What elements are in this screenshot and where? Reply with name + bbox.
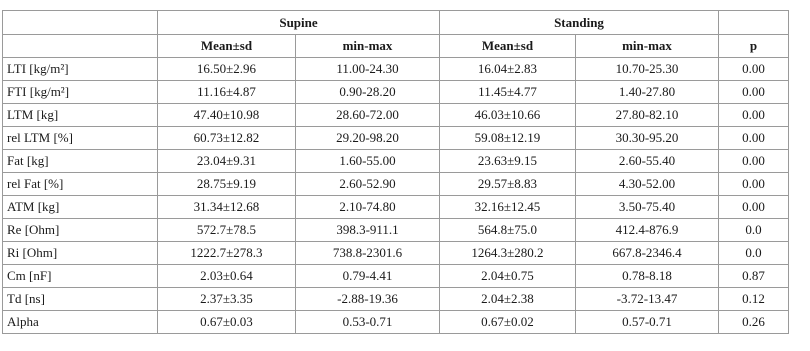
p-value-cell: 0.0 — [719, 242, 789, 265]
group-header-p — [719, 11, 789, 35]
group-header-row — [3, 11, 789, 35]
table-row — [3, 150, 789, 173]
column-header-supine-range: min-max — [296, 35, 440, 58]
standing-mean-cell: 23.63±9.15 — [440, 150, 576, 173]
supine-mean-cell: 23.04±9.31 — [158, 150, 296, 173]
parameter-cell: FTI [kg/m²] — [3, 81, 158, 104]
supine-range-cell: 28.60-72.00 — [296, 104, 440, 127]
parameter-cell: Alpha — [3, 311, 158, 334]
column-header-standing-mean: Mean±sd — [440, 35, 576, 58]
supine-mean-cell: 11.16±4.87 — [158, 81, 296, 104]
p-value-cell: 0.12 — [719, 288, 789, 311]
p-value-cell: 0.00 — [719, 127, 789, 150]
standing-range-cell: 667.8-2346.4 — [576, 242, 719, 265]
p-value-cell: 0.00 — [719, 173, 789, 196]
parameter-cell: LTI [kg/m²] — [3, 58, 158, 81]
supine-mean-cell: 0.67±0.03 — [158, 311, 296, 334]
supine-range-cell: -2.88-19.36 — [296, 288, 440, 311]
p-value-cell: 0.00 — [719, 196, 789, 219]
standing-mean-cell: 59.08±12.19 — [440, 127, 576, 150]
standing-mean-cell: 2.04±2.38 — [440, 288, 576, 311]
table-row — [3, 265, 789, 288]
column-header-p-value: p — [719, 35, 789, 58]
p-value-cell: 0.00 — [719, 81, 789, 104]
column-header-supine-mean: Mean±sd — [158, 35, 296, 58]
p-value-cell: 0.26 — [719, 311, 789, 334]
column-header-parameter — [3, 35, 158, 58]
standing-mean-cell: 0.67±0.02 — [440, 311, 576, 334]
supine-mean-cell: 2.03±0.64 — [158, 265, 296, 288]
column-header-row — [3, 35, 789, 58]
supine-mean-cell: 2.37±3.35 — [158, 288, 296, 311]
supine-mean-cell: 31.34±12.68 — [158, 196, 296, 219]
supine-range-cell: 1.60-55.00 — [296, 150, 440, 173]
standing-range-cell: -3.72-13.47 — [576, 288, 719, 311]
supine-range-cell: 29.20-98.20 — [296, 127, 440, 150]
standing-range-cell: 1.40-27.80 — [576, 81, 719, 104]
standing-range-cell: 3.50-75.40 — [576, 196, 719, 219]
supine-mean-cell: 60.73±12.82 — [158, 127, 296, 150]
supine-range-cell: 0.79-4.41 — [296, 265, 440, 288]
table-row — [3, 58, 789, 81]
parameter-cell: Td [ns] — [3, 288, 158, 311]
table-row — [3, 311, 789, 334]
standing-range-cell: 0.57-0.71 — [576, 311, 719, 334]
table-row — [3, 242, 789, 265]
supine-mean-cell: 47.40±10.98 — [158, 104, 296, 127]
table-body — [3, 58, 789, 334]
standing-mean-cell: 564.8±75.0 — [440, 219, 576, 242]
parameter-cell: Fat [kg] — [3, 150, 158, 173]
parameter-cell: LTM [kg] — [3, 104, 158, 127]
group-header-empty — [3, 11, 158, 35]
parameter-cell: Cm [nF] — [3, 265, 158, 288]
p-value-cell: 0.00 — [719, 150, 789, 173]
supine-range-cell: 2.60-52.90 — [296, 173, 440, 196]
parameter-cell: Ri [Ohm] — [3, 242, 158, 265]
standing-mean-cell: 2.04±0.75 — [440, 265, 576, 288]
standing-range-cell: 27.80-82.10 — [576, 104, 719, 127]
supine-mean-cell: 28.75±9.19 — [158, 173, 296, 196]
parameter-cell: ATM [kg] — [3, 196, 158, 219]
standing-range-cell: 30.30-95.20 — [576, 127, 719, 150]
table-row — [3, 173, 789, 196]
standing-range-cell: 412.4-876.9 — [576, 219, 719, 242]
parameter-cell: Re [Ohm] — [3, 219, 158, 242]
standing-range-cell: 0.78-8.18 — [576, 265, 719, 288]
standing-mean-cell: 11.45±4.77 — [440, 81, 576, 104]
supine-mean-cell: 16.50±2.96 — [158, 58, 296, 81]
table-row — [3, 288, 789, 311]
group-header-supine: Supine — [158, 11, 440, 35]
standing-range-cell: 10.70-25.30 — [576, 58, 719, 81]
supine-mean-cell: 572.7±78.5 — [158, 219, 296, 242]
table-row — [3, 127, 789, 150]
table-row — [3, 81, 789, 104]
supine-range-cell: 0.53-0.71 — [296, 311, 440, 334]
column-header-standing-range: min-max — [576, 35, 719, 58]
standing-mean-cell: 46.03±10.66 — [440, 104, 576, 127]
p-value-cell: 0.87 — [719, 265, 789, 288]
parameter-cell: rel LTM [%] — [3, 127, 158, 150]
p-value-cell: 0.00 — [719, 58, 789, 81]
table-row — [3, 104, 789, 127]
parameter-cell: rel Fat [%] — [3, 173, 158, 196]
supine-range-cell: 738.8-2301.6 — [296, 242, 440, 265]
p-value-cell: 0.00 — [719, 104, 789, 127]
standing-mean-cell: 1264.3±280.2 — [440, 242, 576, 265]
results-table — [2, 10, 789, 334]
standing-range-cell: 4.30-52.00 — [576, 173, 719, 196]
table-row — [3, 219, 789, 242]
standing-mean-cell: 29.57±8.83 — [440, 173, 576, 196]
supine-range-cell: 2.10-74.80 — [296, 196, 440, 219]
results-table-container — [2, 10, 788, 334]
standing-mean-cell: 16.04±2.83 — [440, 58, 576, 81]
supine-range-cell: 11.00-24.30 — [296, 58, 440, 81]
table-row — [3, 196, 789, 219]
p-value-cell: 0.0 — [719, 219, 789, 242]
supine-range-cell: 0.90-28.20 — [296, 81, 440, 104]
supine-range-cell: 398.3-911.1 — [296, 219, 440, 242]
standing-range-cell: 2.60-55.40 — [576, 150, 719, 173]
group-header-standing: Standing — [440, 11, 719, 35]
supine-mean-cell: 1222.7±278.3 — [158, 242, 296, 265]
standing-mean-cell: 32.16±12.45 — [440, 196, 576, 219]
